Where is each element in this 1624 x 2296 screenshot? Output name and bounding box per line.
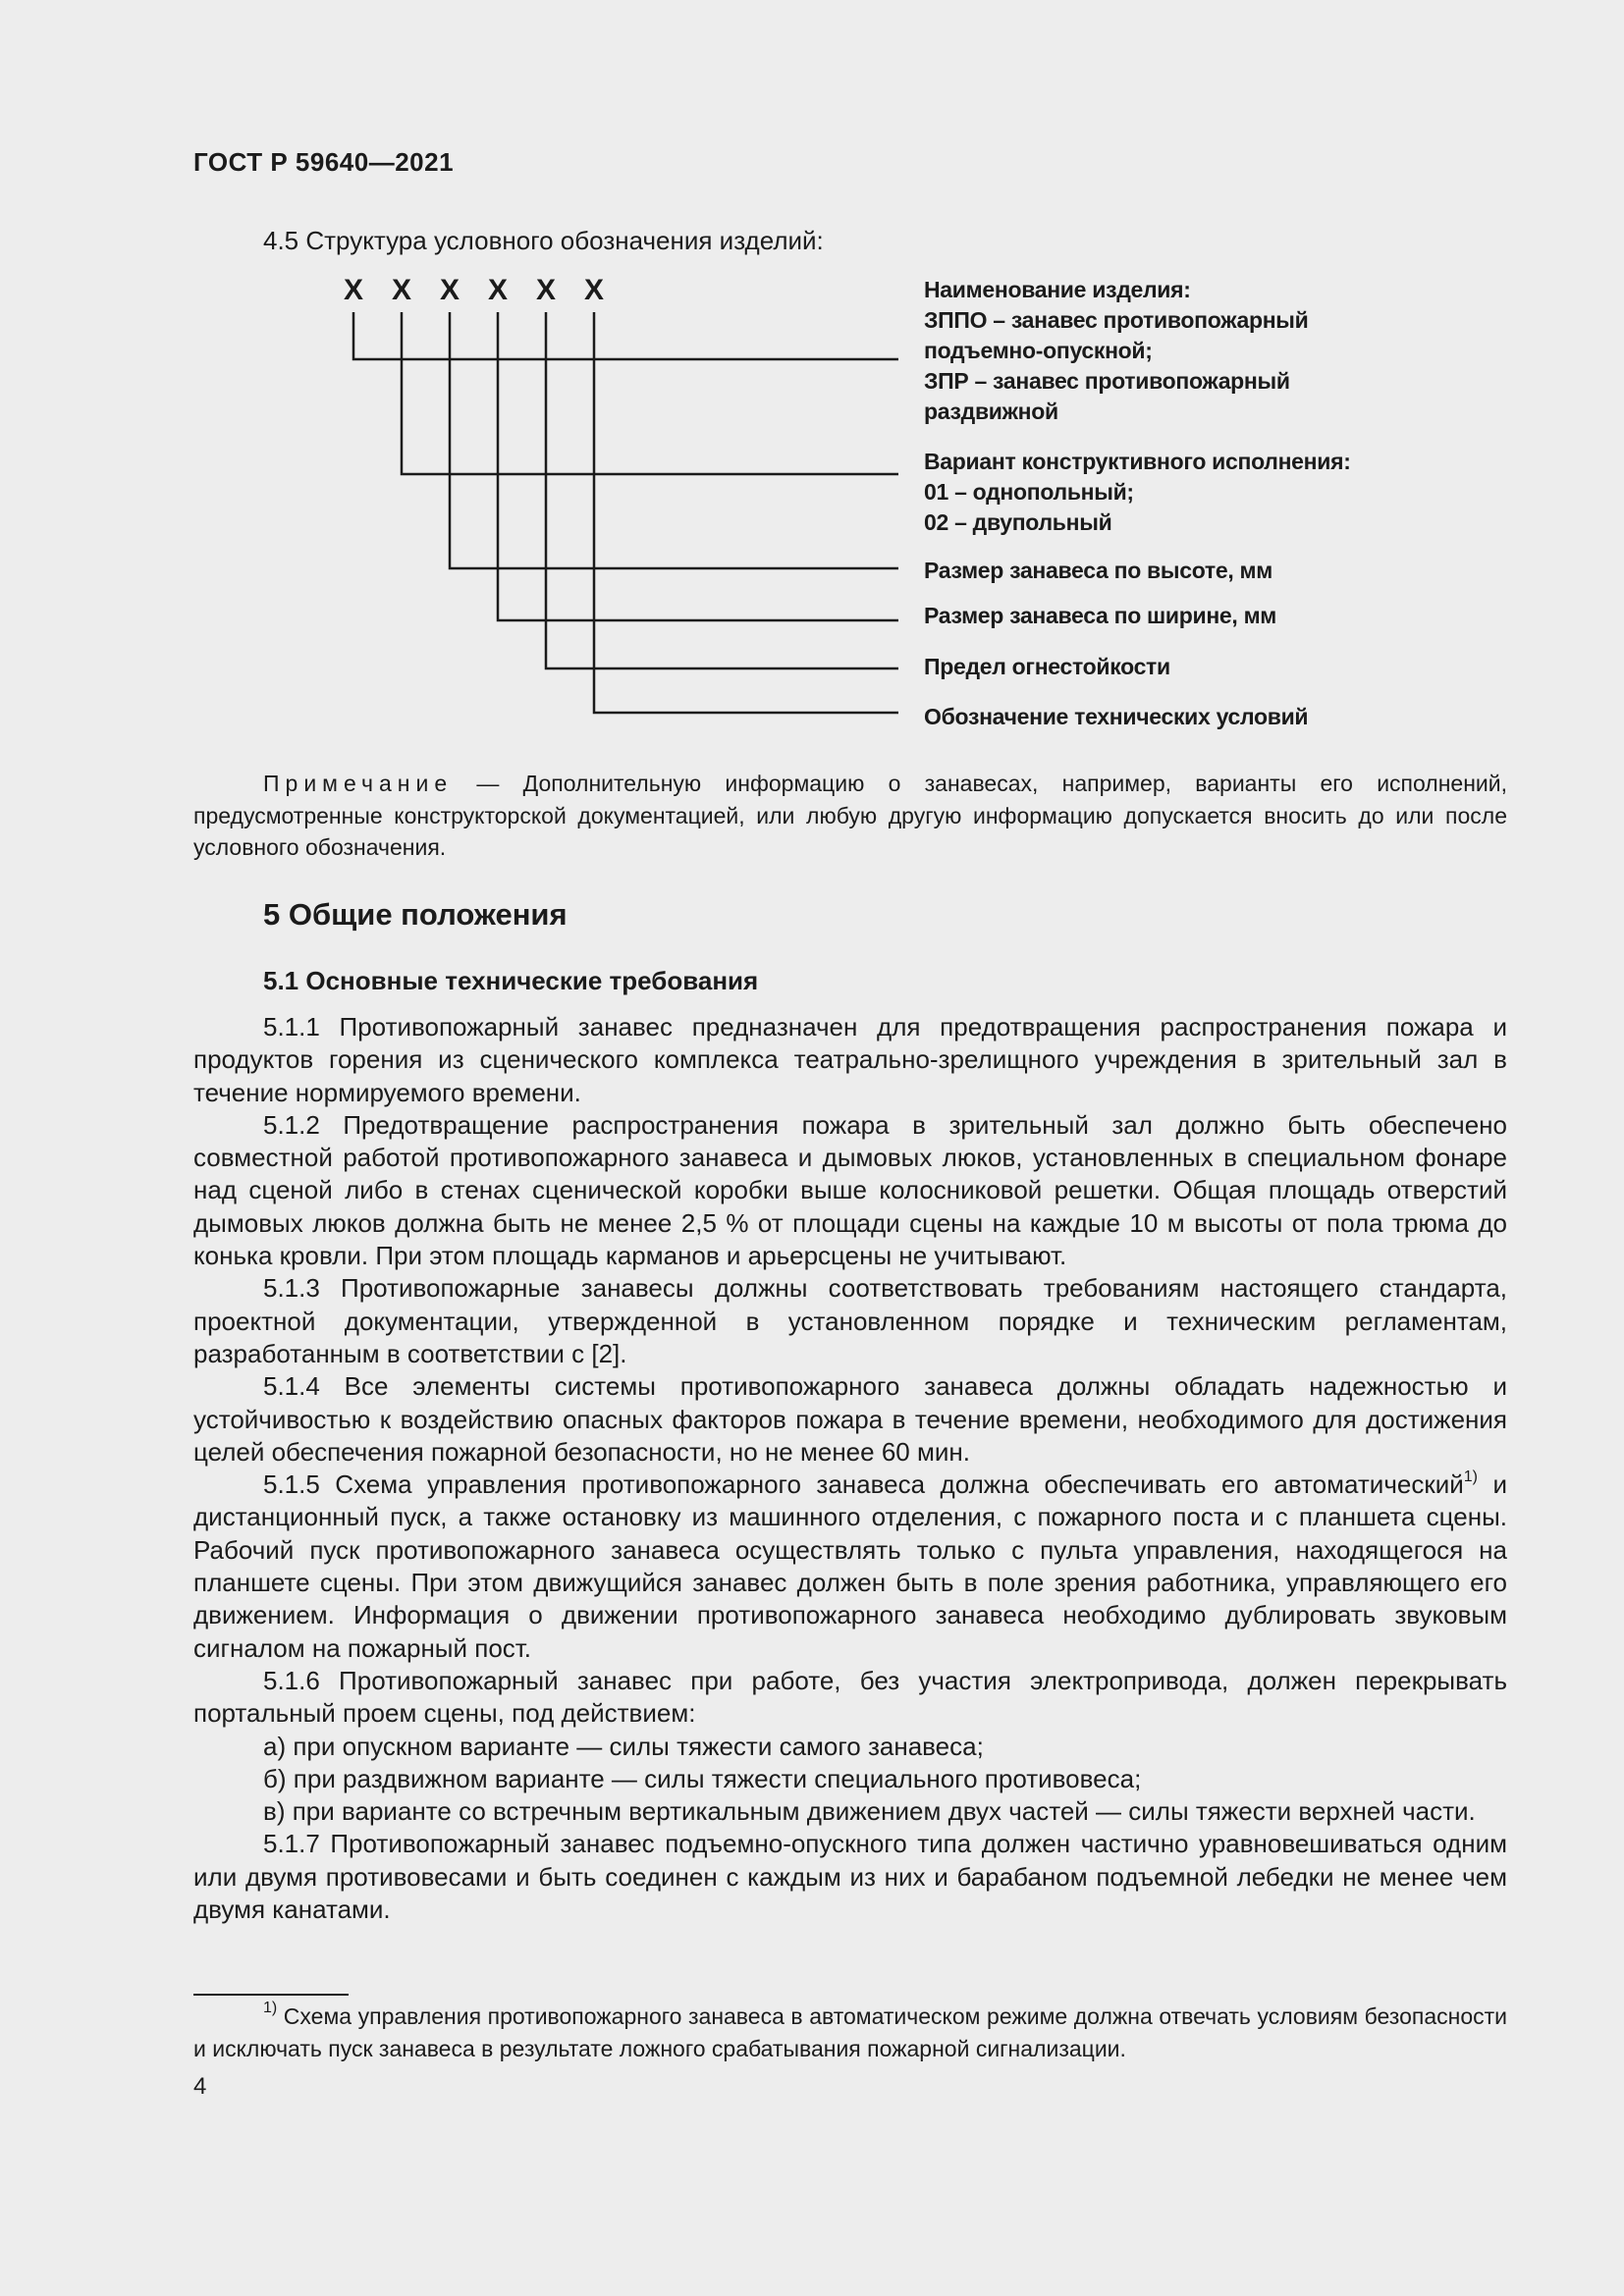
marker-1: X: [343, 274, 364, 306]
note-paragraph: [193, 768, 1507, 864]
section-5-1-heading: 5.1 Основные технические требования: [263, 966, 759, 995]
list-item-c: в) при варианте со встречным вертикальным движением двух частей — силы тяжести верхней части.: [263, 1796, 1476, 1827]
marker-3: X: [439, 274, 460, 306]
leader-line-5: [546, 312, 898, 668]
note-lead: Примечание: [263, 771, 454, 796]
marker-4: X: [487, 274, 509, 306]
footnote-divider: [193, 1994, 349, 1996]
paragraph-5-1-7: 5.1.7 Противопожарный занавес подъемно-опускного типа должен частично уравновешиваться одним или двумя противовесами и быть соединен с каждым из них и барабаном подъемной лебедки не менее чем двумя канатами.: [193, 1829, 1507, 1925]
footnote: [193, 2001, 1507, 2064]
leader-line-2: [402, 312, 898, 474]
marker-5: X: [535, 274, 557, 306]
scheme-label-height: Размер занавеса по высоте, мм: [924, 558, 1272, 583]
paragraph-5-1-2: 5.1.2 Предотвращение распространения пожара в зрительный зал должно быть обеспечено совместной работой противопожарного занавеса и дымовых люков, установленных в специальном фонаре над сценой либо в стенах сценической коробки выше колосниковой решетки. Общая площадь отверстий дымовых люков должна быть не менее 2,5 % от площади сцены на каждые 10 м высоты от пола трюма до конька кровли. При этом площадь карманов и арьерсцены не учитывают.: [193, 1109, 1507, 1271]
paragraph-5-1-6: 5.1.6 Противопожарный занавес при работе, без участия электропривода, должен перекрывать портальный проем сцены, под действием:: [193, 1665, 1507, 1729]
footnote-mark: 1): [263, 2000, 278, 2017]
scheme-label-product-name: Наименование изделия: ЗППО – занавес противопожарный подъемно-опускной; ЗПР – занавес противопожарный раздвижной: [924, 277, 1309, 424]
leader-line-6: [594, 312, 898, 713]
scheme-label-fire-resistance: Предел огнестойкости: [924, 654, 1170, 679]
section-5-body: [193, 1011, 1507, 1926]
leader-line-3: [450, 312, 898, 568]
footnote-text: Схема управления противопожарного занавеса в автоматическом режиме должна отвечать условиям безопасности и исключать пуск занавеса в результате ложного срабатывания пожарной сигнализации.: [193, 2003, 1507, 2061]
paragraph-5-1-3: 5.1.3 Противопожарные занавесы должны соответствовать требованиям настоящего стандарта, проектной документации, утвержденной в установленном порядке и техническим регламентам, разработанным в соответствии с [2].: [193, 1273, 1507, 1368]
scheme-label-tech-conditions: Обозначение технических условий: [924, 704, 1309, 729]
designation-scheme: [0, 0, 1624, 746]
paragraph-5-1-1: 5.1.1 Противопожарный занавес предназначен для предотвращения распространения пожара и продуктов горения из сценического комплекса театрально-зрелищного учреждения в зрительный зал в течение нормируемого времени.: [193, 1012, 1507, 1107]
paragraph-5-1-4: 5.1.4 Все элементы системы противопожарного занавеса должны обладать надежностью и устойчивостью к воздействию опасных факторов пожара в течение времени, необходимого для достижения целей обеспечения пожарной безопасности, но не менее 60 мин.: [193, 1371, 1507, 1467]
scheme-label-design-variant: Вариант конструктивного исполнения: 01 – однопольный; 02 – двупольный: [924, 449, 1351, 535]
note-text: — Дополнительную информацию о занавесах, например, варианты его исполнений, предусмотренные конструкторской документацией, или любую другую информацию допускается вносить до или после условного обозначения.: [193, 771, 1507, 860]
document-code: ГОСТ Р 59640—2021: [193, 147, 455, 177]
scheme-label-width: Размер занавеса по ширине, мм: [924, 603, 1277, 628]
list-item-a: а) при опускном варианте — силы тяжести самого занавеса;: [263, 1731, 984, 1761]
list-item-b: б) при раздвижном варианте — силы тяжести специального противовеса;: [263, 1763, 1142, 1793]
paragraph-5-1-5: 5.1.5 Схема управления противопожарного занавеса должна обеспечивать его автоматический$^{1)}$ и дистанционный пуск, а также остановку из машинного отделения, с пожарного поста и с планшета сцены. Рабочий пуск противопожарного занавеса осуществлять только с пульта управления, находящегося на планшете сцены. При этом движущийся занавес должен быть в поле зрения работника, управляющего его движением. Информация о движении противопожарного занавеса необходимо дублировать звуковым сигналом на пожарный пост.: [193, 1468, 1508, 1663]
leader-line-1: [353, 312, 898, 359]
section-5-heading: 5 Общие положения: [263, 897, 568, 932]
footnote-ref[interactable]: 1): [1463, 1468, 1478, 1485]
marker-6: X: [583, 274, 605, 306]
section-4-5-title: 4.5 Структура условного обозначения изделий:: [263, 226, 824, 255]
marker-2: X: [391, 274, 412, 306]
page-number: 4: [193, 2073, 207, 2100]
